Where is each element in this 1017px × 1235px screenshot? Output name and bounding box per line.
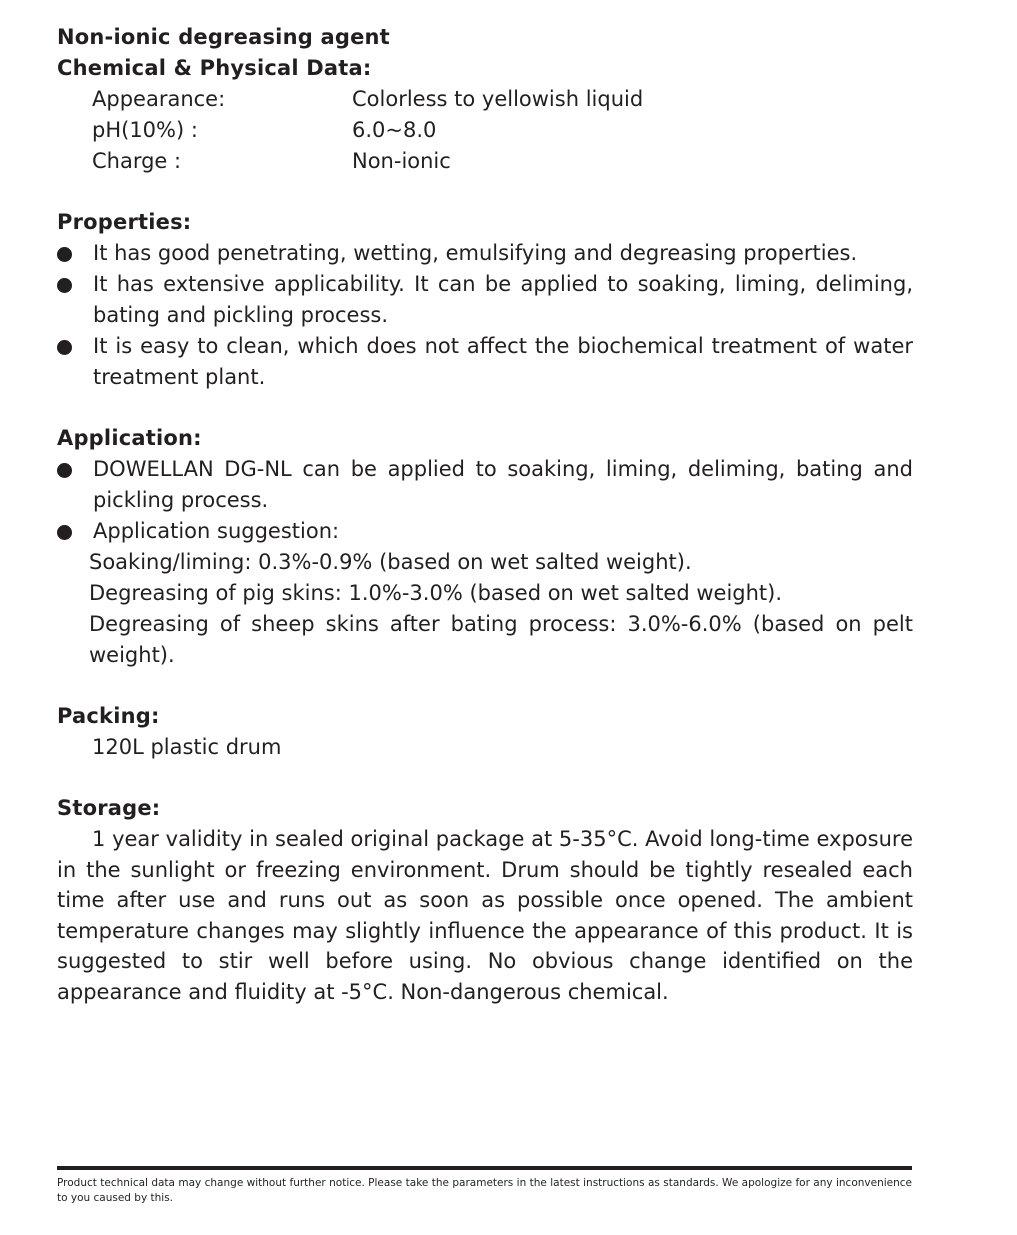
application-item: DOWELLAN DG-NL can be applied to soaking, liming, deliming, bating and pickling process. [57,454,913,516]
storage-text: 1 year validity in sealed original package at 5-35°C. Avoid long-time exposure in the sunlight or freezing environment. Drum should be tightly resealed each time after use and runs out as soon as possible once opened. The ambient temperature changes may slightly influence the appearance of this product. It is suggested to stir well before using. No obvious change identified on the appearance and fluidity at -5°C. Non-dangerous chemical. [57,827,913,1004]
chem-value: Colorless to yellowish liquid [352,87,644,111]
chem-value: Non-ionic [352,149,451,173]
bullet-dot-icon [57,340,72,355]
packing-text: 120L plastic drum [92,735,282,759]
chem-row-charge [57,146,913,177]
bullet-dot-icon [57,247,72,262]
document-body [57,22,913,1007]
properties-item: It has extensive applicability. It can be applied to soaking, liming, deliming, bating and pickling process. [57,269,913,331]
chem-row-ph [57,115,913,146]
chem-heading: Chemical & Physical Data: [57,56,372,80]
properties-item: It has good penetrating, wetting, emulsifying and degreasing properties. [57,238,913,269]
packing-heading: Packing: [57,704,160,728]
application-heading: Application: [57,426,202,450]
application-suggestion: Degreasing of pig skins: 1.0%-3.0% (based on wet salted weight). [89,581,783,605]
properties-heading: Properties: [57,210,192,234]
chem-value: 6.0~8.0 [352,118,437,142]
bullet-dot-icon [57,525,72,540]
application-suggestion: Soaking/liming: 0.3%-0.9% (based on wet salted weight). [89,550,692,574]
bullet-dot-icon [57,278,72,293]
footer-disclaimer: Product technical data may change without further notice. Please take the parameters in the latest instructions as standards. We apologize for any inconvenience to you caused by this. [57,1166,912,1206]
application-suggestion: Degreasing of sheep skins after bating process: 3.0%-6.0% (based on pelt weight). [89,612,913,667]
chem-label: Charge : [92,149,182,173]
chem-row-appearance [57,84,913,115]
properties-item: It is easy to clean, which does not affect the biochemical treatment of water treatment plant. [57,331,913,393]
document-title: Non-ionic degreasing agent [57,25,390,49]
chem-label: Appearance: [92,87,226,111]
storage-heading: Storage: [57,796,161,820]
bullet-dot-icon [57,463,72,478]
chem-label: pH(10%) : [92,118,198,142]
application-item: Application suggestion: [57,516,913,547]
